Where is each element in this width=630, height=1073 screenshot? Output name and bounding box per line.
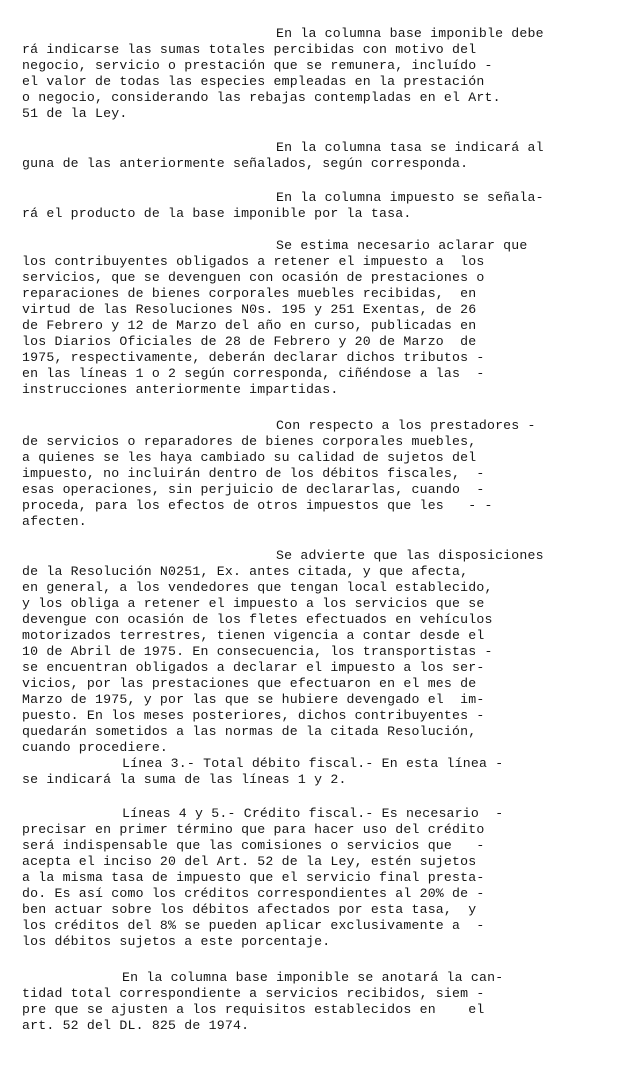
- text-line: instrucciones anteriormente impartidas.: [22, 382, 339, 397]
- text-line: de la Resolución N0251, Ex. antes citada, y que afecta,: [22, 564, 469, 579]
- text-line: acepta el inciso 20 del Art. 52 de la Ley, estén sujetos: [22, 854, 477, 869]
- text-line: pre que se ajusten a los requisitos establecidos en el: [22, 1002, 485, 1017]
- text-line: Se estima necesario aclarar que: [276, 238, 528, 253]
- text-line: Línea 3.- Total débito fiscal.- En esta línea -: [122, 756, 504, 771]
- text-line: reparaciones de bienes corporales muebles recibidas, en: [22, 286, 477, 301]
- text-line: de servicios o reparadores de bienes corporales muebles,: [22, 434, 477, 449]
- text-line: los Diarios Oficiales de 28 de Febrero y 20 de Marzo de: [22, 334, 477, 349]
- text-line: esas operaciones, sin perjuicio de declararlas, cuando -: [22, 482, 485, 497]
- text-line: En la columna impuesto se señala-: [276, 190, 544, 205]
- text-line: a quienes se les haya cambiado su calidad de sujetos del: [22, 450, 477, 465]
- text-line: ben actuar sobre los débitos afectados por esta tasa, y: [22, 902, 477, 917]
- text-line: Marzo de 1975, y por las que se hubiere devengado el im-: [22, 692, 485, 707]
- text-line: rá el producto de la base imponible por la tasa.: [22, 206, 412, 221]
- text-line: el valor de todas las especies empleadas en la prestación: [22, 74, 485, 89]
- text-line: rá indicarse las sumas totales percibidas con motivo del: [22, 42, 477, 57]
- text-line: será indispensable que las comisiones o servicios que -: [22, 838, 485, 853]
- text-line: se encuentran obligados a declarar el impuesto a los ser-: [22, 660, 485, 675]
- text-line: En la columna base imponible se anotará la can-: [122, 970, 504, 985]
- text-line: 10 de Abril de 1975. En consecuencia, los transportistas -: [22, 644, 493, 659]
- text-line: Líneas 4 y 5.- Crédito fiscal.- Es necesario -: [122, 806, 504, 821]
- text-line: motorizados terrestres, tienen vigencia a contar desde el: [22, 628, 485, 643]
- text-line: negocio, servicio o prestación que se remunera, incluído -: [22, 58, 493, 73]
- text-line: y los obliga a retener el impuesto a los servicios que se: [22, 596, 485, 611]
- text-line: se indicará la suma de las líneas 1 y 2.: [22, 772, 347, 787]
- text-line: en las líneas 1 o 2 según corresponda, ciñéndose a las -: [22, 366, 485, 381]
- text-line: tidad total correspondiente a servicios recibidos, siem -: [22, 986, 485, 1001]
- text-line: impuesto, no incluirán dentro de los débitos fiscales, -: [22, 466, 485, 481]
- text-line: o negocio, considerando las rebajas contempladas en el Art.: [22, 90, 501, 105]
- text-line: devengue con ocasión de los fletes efectuados en vehículos: [22, 612, 493, 627]
- text-line: de Febrero y 12 de Marzo del año en curso, publicadas en: [22, 318, 477, 333]
- text-line: precisar en primer término que para hacer uso del crédito: [22, 822, 485, 837]
- text-line: Con respecto a los prestadores -: [276, 418, 536, 433]
- text-line: virtud de las Resoluciones N0s. 195 y 251 Exentas, de 26: [22, 302, 477, 317]
- text-line: Se advierte que las disposiciones: [276, 548, 544, 563]
- text-line: los créditos del 8% se pueden aplicar exclusivamente a -: [22, 918, 485, 933]
- text-line: los contribuyentes obligados a retener el impuesto a los: [22, 254, 485, 269]
- text-line: a la misma tasa de impuesto que el servicio final presta-: [22, 870, 485, 885]
- text-line: En la columna tasa se indicará al: [276, 140, 544, 155]
- text-line: cuando procediere.: [22, 740, 169, 755]
- text-line: puesto. En los meses posteriores, dichos contribuyentes -: [22, 708, 485, 723]
- text-line: do. Es así como los créditos correspondientes al 20% de -: [22, 886, 485, 901]
- text-line: proceda, para los efectos de otros impuestos que les - -: [22, 498, 493, 513]
- text-line: vicios, por las prestaciones que efectuaron en el mes de: [22, 676, 477, 691]
- text-line: En la columna base imponible debe: [276, 26, 544, 41]
- text-line: 51 de la Ley.: [22, 106, 128, 121]
- text-line: art. 52 del DL. 825 de 1974.: [22, 1018, 250, 1033]
- text-line: servicios, que se devenguen con ocasión de prestaciones o: [22, 270, 485, 285]
- text-line: 1975, respectivamente, deberán declarar dichos tributos -: [22, 350, 485, 365]
- text-line: quedarán sometidos a las normas de la citada Resolución,: [22, 724, 477, 739]
- text-line: afecten.: [22, 514, 87, 529]
- text-line: en general, a los vendedores que tengan local establecido,: [22, 580, 493, 595]
- text-line: los débitos sujetos a este porcentaje.: [22, 934, 331, 949]
- text-line: guna de las anteriormente señalados, según corresponda.: [22, 156, 469, 171]
